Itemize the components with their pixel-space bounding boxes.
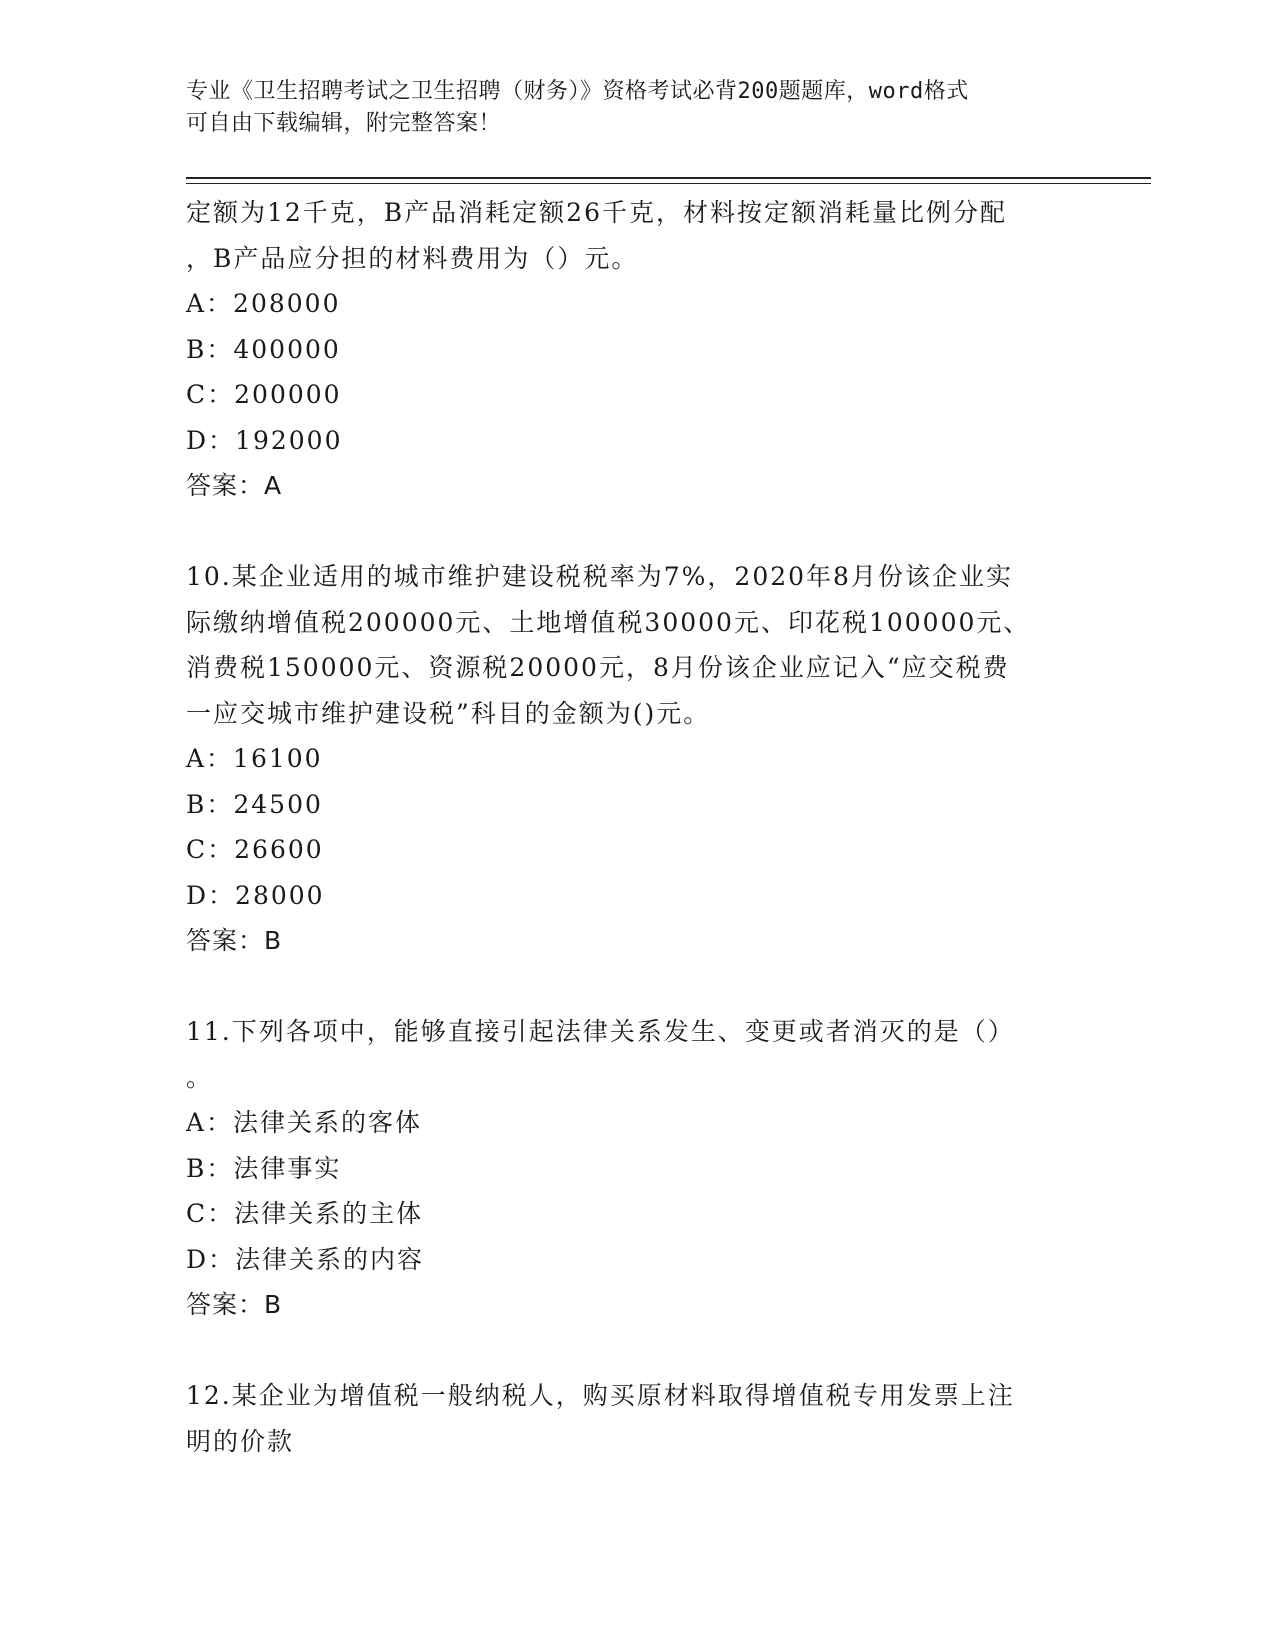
question-text-line: 12.某企业为增值税一般纳税人，购买原材料取得增值税专用发票上注 — [186, 1381, 1015, 1410]
question-text-line: 消费税150000元、资源税20000元，8月份该企业应记入“应交税费 — [186, 653, 1010, 682]
question-content — [186, 190, 1086, 1464]
question-text-line: 定额为12千克，B产品消耗定额26千克，材料按定额消耗量比例分配 — [186, 198, 1007, 227]
option-d: D：192000 — [186, 425, 343, 455]
question-text-line: 明的价款 — [186, 1426, 295, 1456]
header-line-1: 专业《卫生招聘考试之卫生招聘（财务）》资格考试必背200题题库，word格式 — [186, 79, 969, 104]
question-text-line: ，B产品应分担的材料费用为（）元。 — [186, 243, 639, 273]
option-c: C：26600 — [186, 835, 324, 864]
question-text-line: 一应交城市维护建设税”科目的金额为()元。 — [186, 698, 711, 728]
option-d: D：法律关系的内容 — [186, 1244, 425, 1274]
question-text-line: 11.下列各项中，能够直接引起法律关系发生、变更或者消灭的是（） — [186, 1017, 1015, 1046]
question-10 — [186, 554, 1086, 964]
option-a: A：208000 — [186, 289, 341, 318]
question-9 — [186, 190, 1086, 509]
option-b: B：24500 — [186, 789, 323, 819]
answer-label: 答案：A — [186, 471, 283, 500]
question-text-line: 际缴纳增值税200000元、土地增值税30000元、印花税100000元、 — [186, 607, 1031, 637]
option-b: B：法律事实 — [186, 1153, 342, 1183]
option-c: C：法律关系的主体 — [186, 1199, 424, 1228]
question-11 — [186, 1009, 1086, 1328]
option-a: A：法律关系的客体 — [186, 1108, 423, 1137]
spacer — [186, 1328, 1086, 1374]
header-line-2: 可自由下载编辑，附完整答案！ — [186, 111, 502, 136]
question-text-line: 。 — [186, 1062, 214, 1092]
question-text-line: 10.某企业适用的城市维护建设税税率为7%，2020年8月份该企业实 — [186, 562, 1013, 591]
answer-label: 答案：B — [186, 1290, 283, 1319]
question-12 — [186, 1373, 1086, 1464]
option-a: A：16100 — [186, 744, 323, 773]
option-d: D：28000 — [186, 880, 325, 910]
document-header — [186, 76, 1086, 140]
header-divider-thin — [186, 183, 1151, 184]
option-c: C：200000 — [186, 380, 342, 409]
spacer — [186, 964, 1086, 1010]
header-divider-thick — [186, 177, 1151, 179]
answer-label: 答案：B — [186, 926, 283, 955]
option-b: B：400000 — [186, 334, 341, 364]
spacer — [186, 509, 1086, 555]
